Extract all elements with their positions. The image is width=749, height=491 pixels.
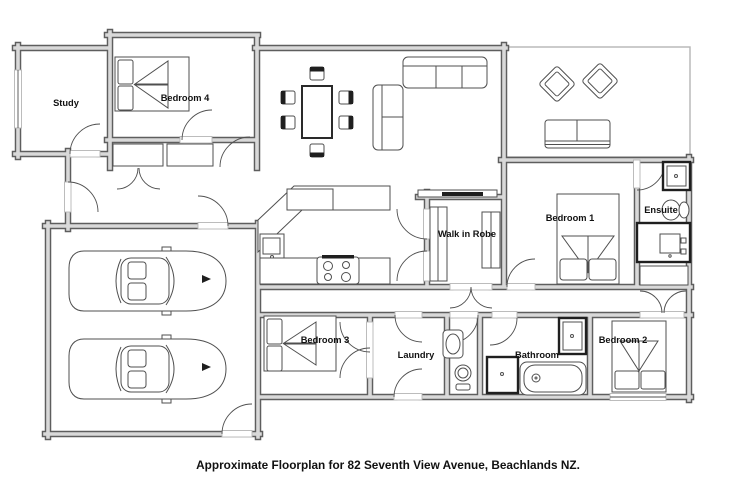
sofa-three-seat <box>403 57 487 88</box>
bed-bedroom2 <box>612 321 666 392</box>
vanity-sink-icon <box>637 223 690 262</box>
room-label-bedroom3: Bedroom 3 <box>300 335 350 345</box>
room-label-study: Study <box>53 98 79 108</box>
bathroom-vanity-icon <box>559 318 586 354</box>
tv-unit <box>418 190 497 197</box>
stove-icon <box>317 255 359 284</box>
kitchen-cabinet <box>287 189 333 210</box>
room-label-walk-in-robe: Walk in Robe <box>437 229 497 239</box>
ensuite-fixtures <box>637 162 690 285</box>
room-label-bedroom1: Bedroom 1 <box>545 213 595 223</box>
bed-bedroom1 <box>557 194 619 284</box>
kitchen <box>258 186 390 284</box>
car-icon-bottom <box>69 335 226 403</box>
sofa-two-seat <box>373 85 403 150</box>
bathtub-icon <box>520 362 586 395</box>
wc-toilet-icon <box>455 365 471 390</box>
walk-in-robe-wardrobes <box>430 207 500 281</box>
shower-icon <box>663 162 690 190</box>
room-label-bathroom: Bathroom <box>515 350 559 360</box>
dining-table-set <box>281 67 353 157</box>
bathroom-shower-icon <box>487 357 518 393</box>
tv-icon <box>442 192 483 196</box>
room-label-bedroom4: Bedroom 4 <box>160 93 210 103</box>
car-icon-top <box>69 247 226 315</box>
room-label-ensuite: Ensuite <box>644 205 678 215</box>
room-label-laundry: Laundry <box>397 350 435 360</box>
patio-bench <box>545 120 610 148</box>
floorplan-caption: Approximate Floorplan for 82 Seventh View Avenue, Beachlands NZ. <box>196 458 580 472</box>
room-label-bedroom2: Bedroom 2 <box>598 335 648 345</box>
wc-sink-icon <box>443 330 463 358</box>
hall-closets <box>113 144 213 166</box>
hall-cabinet <box>640 266 688 285</box>
